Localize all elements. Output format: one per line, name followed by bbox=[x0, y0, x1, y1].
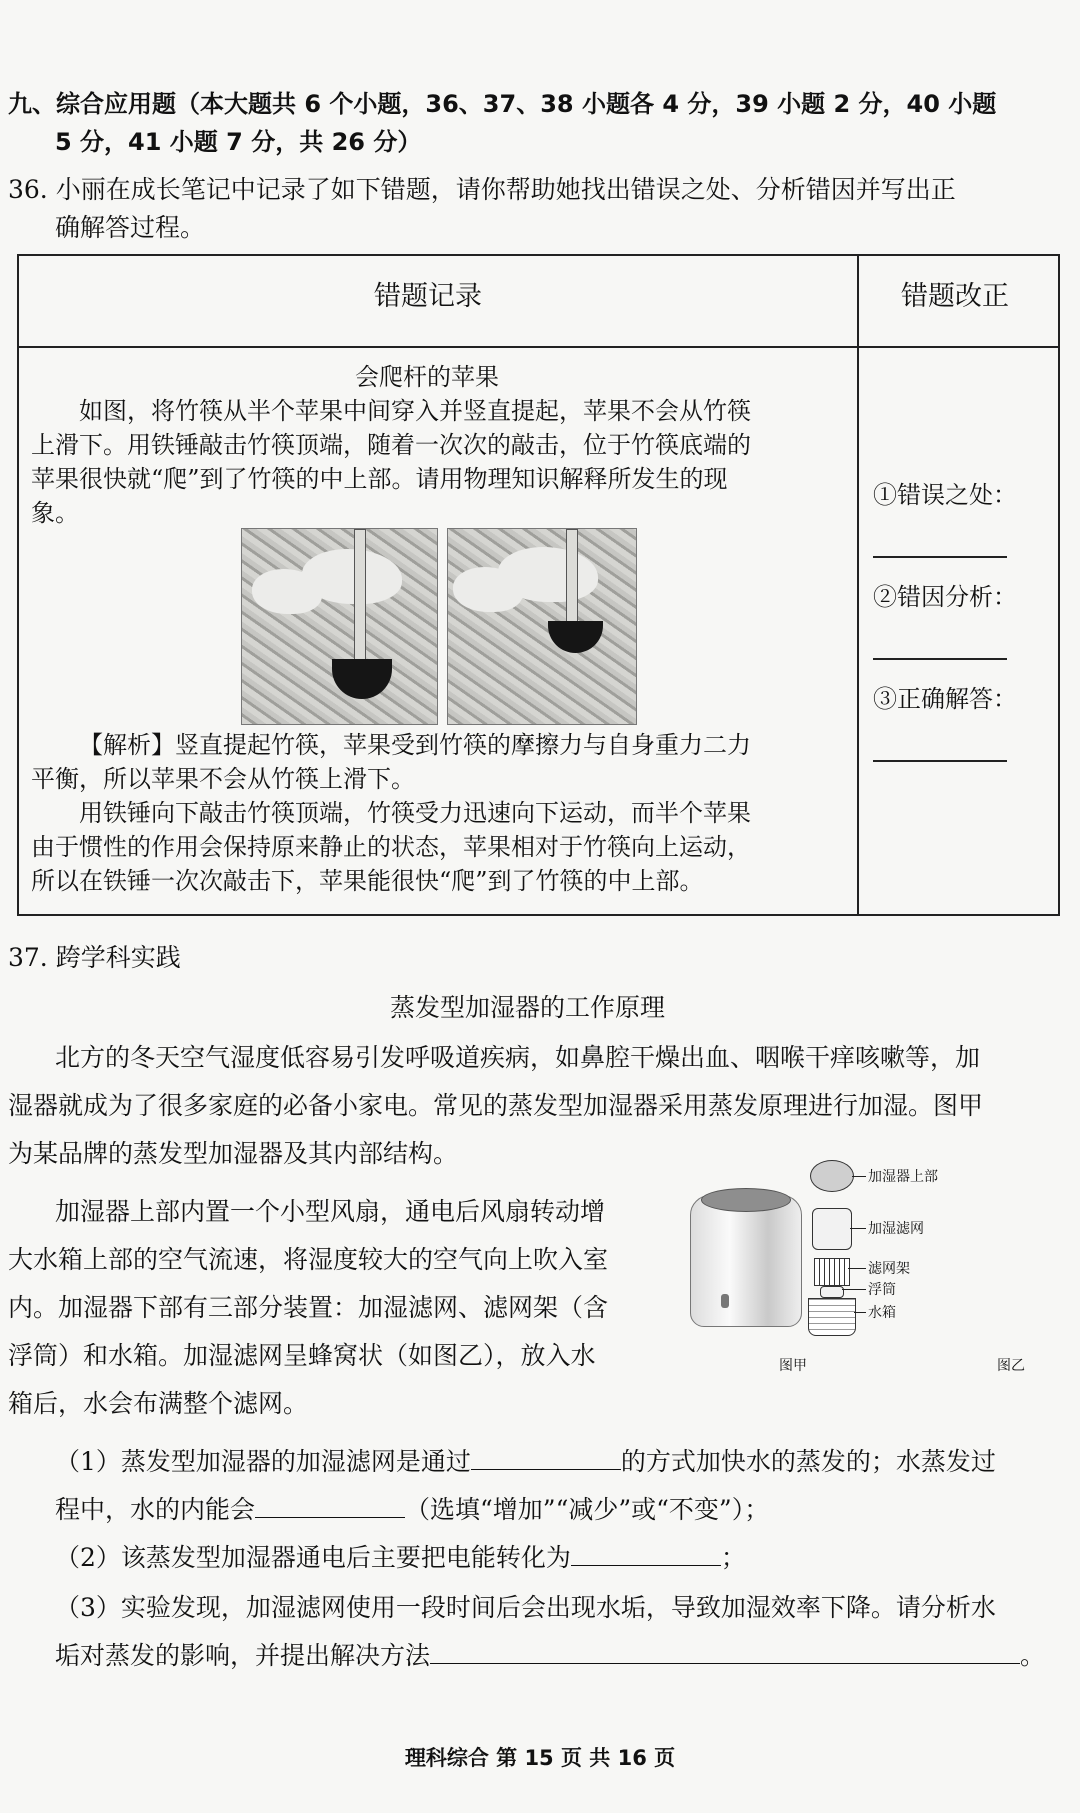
figure-caption-a: 图甲 bbox=[779, 1358, 807, 1374]
sub3-text-c: 。 bbox=[1020, 1641, 1046, 1670]
figure-caption-b: 图乙 bbox=[997, 1358, 1025, 1374]
analysis-line-3: 用铁锤向下敲击竹筷顶端，竹筷受力迅速向下运动，而半个苹果 bbox=[79, 799, 751, 827]
correction-blank-1 bbox=[873, 556, 1007, 558]
section-heading-line2: 5 分，41 小题 7 分，共 26 分） bbox=[55, 128, 422, 156]
sub2-blank[interactable] bbox=[571, 1541, 721, 1566]
analysis-line-2: 平衡，所以苹果不会从竹筷上滑下。 bbox=[31, 765, 415, 793]
correction-blank-3 bbox=[873, 760, 1007, 762]
correction-error-location: ①错误之处： bbox=[873, 481, 1017, 509]
sub3-blank[interactable] bbox=[430, 1639, 1020, 1664]
label-float: 浮筒 bbox=[868, 1282, 896, 1298]
q37-para2-line1: 加湿器上部内置一个小型风扇，通电后风扇转动增 bbox=[55, 1197, 606, 1226]
label-top: 加湿器上部 bbox=[868, 1169, 938, 1185]
part-frame bbox=[814, 1258, 850, 1286]
q37-para2-line3: 内。加湿器下部有三部分装置：加湿滤网、滤网架（含 bbox=[8, 1293, 609, 1322]
problem-line-2: 上滑下。用铁锤敲击竹筷顶端，随着一次次的敲击，位于竹筷底端的 bbox=[31, 431, 751, 459]
sub1-blank-2[interactable] bbox=[255, 1493, 405, 1518]
label-frame: 滤网架 bbox=[868, 1261, 910, 1277]
q36-stem-line2: 确解答过程。 bbox=[55, 213, 206, 242]
problem-line-4: 象。 bbox=[31, 499, 79, 527]
table-header-left: 错题记录 bbox=[374, 281, 482, 312]
correction-error-analysis: ②错因分析： bbox=[873, 583, 1017, 611]
analysis-line-4: 由于惯性的作用会保持原来静止的状态，苹果相对于竹筷向上运动， bbox=[31, 833, 751, 861]
table-column-divider bbox=[857, 256, 859, 914]
q37-para2-line4: 浮筒）和水箱。加湿滤网呈蜂窝状（如图乙），放入水 bbox=[8, 1341, 596, 1370]
q37-para1-line1: 北方的冬天空气湿度低容易引发呼吸道疾病，如鼻腔干燥出血、咽喉干痒咳嗽等，加 bbox=[55, 1043, 981, 1072]
page-footer: 理科综合 第 15 页 共 16 页 bbox=[404, 1746, 676, 1770]
analysis-line-1: 【解析】竖直提起竹筷，苹果受到竹筷的摩擦力与自身重力二力 bbox=[79, 731, 751, 759]
q37-para1-line2: 湿器就成为了很多家庭的必备小家电。常见的蒸发型加湿器采用蒸发原理进行加湿。图甲 bbox=[8, 1091, 984, 1120]
part-filter bbox=[812, 1208, 852, 1250]
table-header-right: 错题改正 bbox=[901, 281, 1009, 312]
sub1-blank-1[interactable] bbox=[471, 1445, 621, 1470]
part-top bbox=[810, 1160, 854, 1192]
problem-title: 会爬杆的苹果 bbox=[355, 363, 499, 391]
sub1-text-d: （选填“增加”“减少”或“不变”）； bbox=[405, 1495, 770, 1524]
label-filter: 加湿滤网 bbox=[868, 1221, 924, 1237]
sub2-text-a: （2）该蒸发型加湿器通电后主要把电能转化为 bbox=[55, 1543, 571, 1572]
q37-heading: 37. 跨学科实践 bbox=[8, 943, 181, 972]
sub1-text-b: 的方式加快水的蒸发的；水蒸发过 bbox=[620, 1447, 996, 1476]
part-float bbox=[820, 1286, 844, 1298]
problem-line-1: 如图，将竹筷从半个苹果中间穿入并竖直提起，苹果不会从竹筷 bbox=[79, 397, 751, 425]
section-heading-line1: 九、综合应用题（本大题共 6 个小题，36、37、38 小题各 4 分，39 小题 2 分，40 小题 bbox=[8, 90, 997, 118]
q37-para2-line2: 大水箱上部的空气流速，将湿度较大的空气向上吹入室 bbox=[8, 1245, 609, 1274]
apple-photo-after bbox=[447, 528, 637, 725]
q37-sub3-line1: （3）实验发现，加湿滤网使用一段时间后会出现水垢，导致加湿效率下降。请分析水 bbox=[55, 1593, 996, 1622]
sub2-text-b: ； bbox=[720, 1543, 746, 1572]
q37-para1-line3: 为某品牌的蒸发型加湿器及其内部结构。 bbox=[8, 1139, 459, 1168]
sub3-text-b: 垢对蒸发的影响，并提出解决方法 bbox=[55, 1641, 431, 1670]
q37-sub1-line2 bbox=[55, 1492, 769, 1528]
q37-para2-line5: 箱后，水会布满整个滤网。 bbox=[8, 1389, 309, 1418]
q37-sub3-line2 bbox=[55, 1638, 1045, 1674]
label-tank: 水箱 bbox=[868, 1305, 896, 1321]
sub1-text-c: 程中，水的内能会 bbox=[55, 1495, 256, 1524]
part-tank bbox=[808, 1298, 856, 1336]
q36-table bbox=[17, 254, 1060, 916]
q37-article-title: 蒸发型加湿器的工作原理 bbox=[390, 993, 666, 1022]
analysis-line-5: 所以在铁锤一次次敲击下，苹果能很快“爬”到了竹筷的中上部。 bbox=[31, 867, 704, 895]
q36-stem-line1: 36. 小丽在成长笔记中记录了如下错题，请你帮助她找出错误之处、分析错因并写出正 bbox=[8, 175, 956, 204]
q37-sub1-line1 bbox=[55, 1444, 996, 1480]
q37-sub2 bbox=[55, 1540, 746, 1576]
humidifier-photo bbox=[690, 1195, 802, 1327]
apple-photo-before bbox=[241, 528, 438, 725]
correction-right-answer: ③正确解答： bbox=[873, 685, 1017, 713]
table-header-divider bbox=[19, 346, 1058, 348]
problem-line-3: 苹果很快就“爬”到了竹筷的中上部。请用物理知识解释所发生的现 bbox=[31, 465, 728, 493]
correction-blank-2 bbox=[873, 658, 1007, 660]
sub1-text-a: （1）蒸发型加湿器的加湿滤网是通过 bbox=[55, 1447, 471, 1476]
